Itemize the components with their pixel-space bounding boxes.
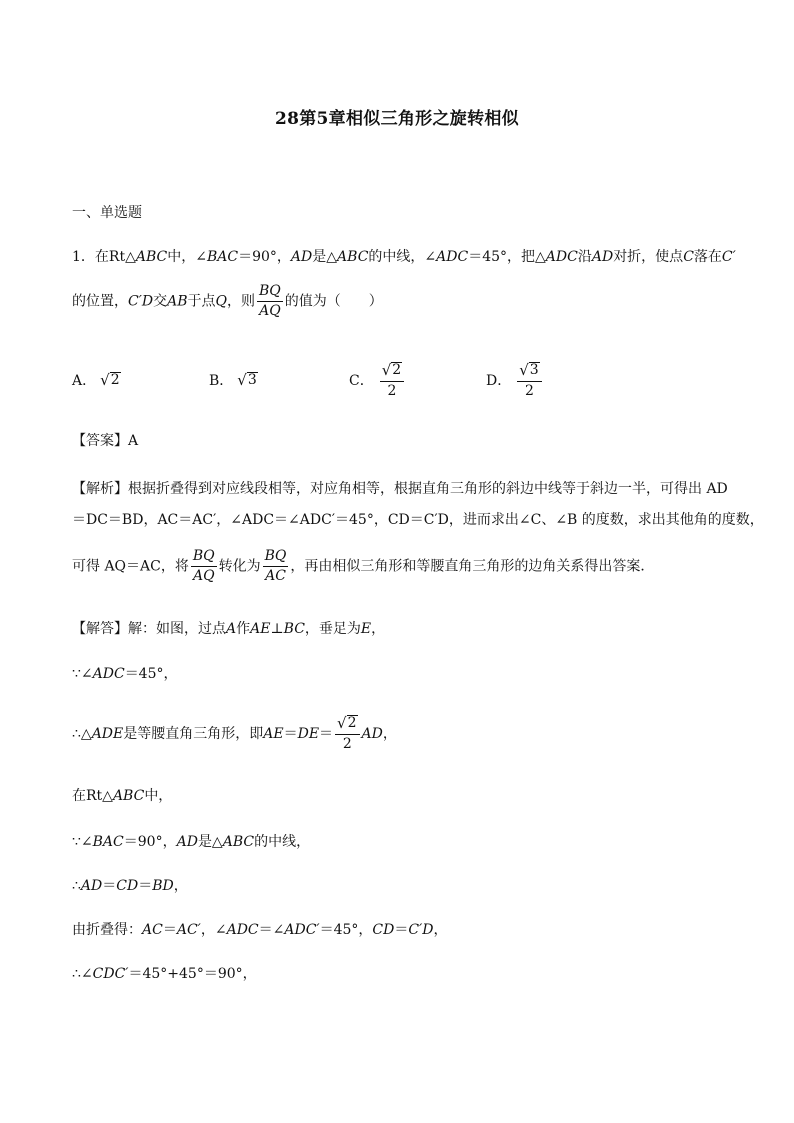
sqrt-icon: √ 3 bbox=[237, 371, 257, 389]
option-c[interactable]: C． √ 2 2 bbox=[349, 362, 406, 400]
question-number: 1． bbox=[72, 249, 95, 265]
solution-line-5: ∵∠BAC＝90°，AD是△ABC的中线， bbox=[72, 834, 311, 850]
analysis-line-2: ＝DC＝BD，AC＝AC′，∠ADC＝∠ADC′＝45°，CD＝C′D，进而求出∠C、∠B 的度数，求出其他角的度数， bbox=[72, 512, 764, 528]
solution-line-2: ∵∠ADC＝45°， bbox=[72, 666, 178, 682]
analysis-line-1: 【解析】根据折叠得到对应线段相等，对应角相等，根据直角三角形的斜边中线等于斜边一半，可得出 AD bbox=[72, 481, 728, 497]
solution-label: 【解答】 bbox=[72, 621, 128, 637]
solution-line-4: 在Rt△ABC中， bbox=[72, 788, 173, 804]
fraction-bq-aq: $\frac{BQ}{AQ}$ bbox=[259, 283, 281, 319]
sqrt-icon: √ 3 bbox=[519, 361, 539, 379]
analysis-label: 【解析】 bbox=[72, 481, 128, 497]
solution-line-7: 由折叠得：AC＝AC′，∠ADC＝∠ADC′＝45°，CD＝C′D， bbox=[72, 922, 448, 938]
fraction-bq-ac: $\frac{BQ}{AC}$ bbox=[264, 548, 287, 584]
option-a[interactable]: A． √ 2 bbox=[72, 371, 120, 389]
sqrt-icon: √ 2 bbox=[100, 371, 120, 389]
solution-line-6: ∴AD＝CD＝BD， bbox=[72, 878, 188, 894]
analysis-line-3: 可得 AQ＝AC，将 $\frac{BQ}{AQ}$ 转化为 $\frac{BQ}{AC}$ ，再由相似三角形和等腰直角三角形的边角关系得出答案． bbox=[72, 548, 655, 584]
answer-value: A bbox=[128, 433, 139, 449]
option-b[interactable]: B． √ 3 bbox=[209, 371, 257, 389]
option-d[interactable]: D． √ 3 2 bbox=[486, 362, 544, 400]
sqrt-icon: √ 2 bbox=[337, 714, 357, 732]
page-title: 28第5章相似三角形之旋转相似 bbox=[275, 109, 519, 129]
section-heading: 一、单选题 bbox=[72, 205, 142, 221]
fraction-sqrt2-over-2: √ 2 2 bbox=[335, 715, 359, 753]
solution-line-8: ∴∠CDC′＝45°+45°＝90°， bbox=[72, 966, 257, 982]
question-line-2: 的位置，C′D交AB于点Q，则 $\frac{BQ}{AQ}$ 的值为（ ） bbox=[72, 283, 383, 319]
fraction-bq-aq: $\frac{BQ}{AQ}$ bbox=[192, 548, 215, 584]
answer-label: 【答案】 bbox=[72, 433, 128, 449]
sqrt-icon: √ 2 bbox=[381, 361, 402, 379]
answer-line bbox=[72, 430, 138, 452]
solution-line-1: 【解答】解：如图，过点A作AE⊥BC，垂足为E， bbox=[72, 621, 386, 637]
solution-line-3: ∴△ADE是等腰直角三角形，即AE＝DE＝ √ 2 2 AD， bbox=[72, 714, 397, 752]
question-line-1: 1．在Rt△ABC中，∠BAC＝90°，AD是△ABC的中线，∠ADC＝45°，把△ADC沿AD对折，使点C落在C′ bbox=[72, 249, 736, 265]
